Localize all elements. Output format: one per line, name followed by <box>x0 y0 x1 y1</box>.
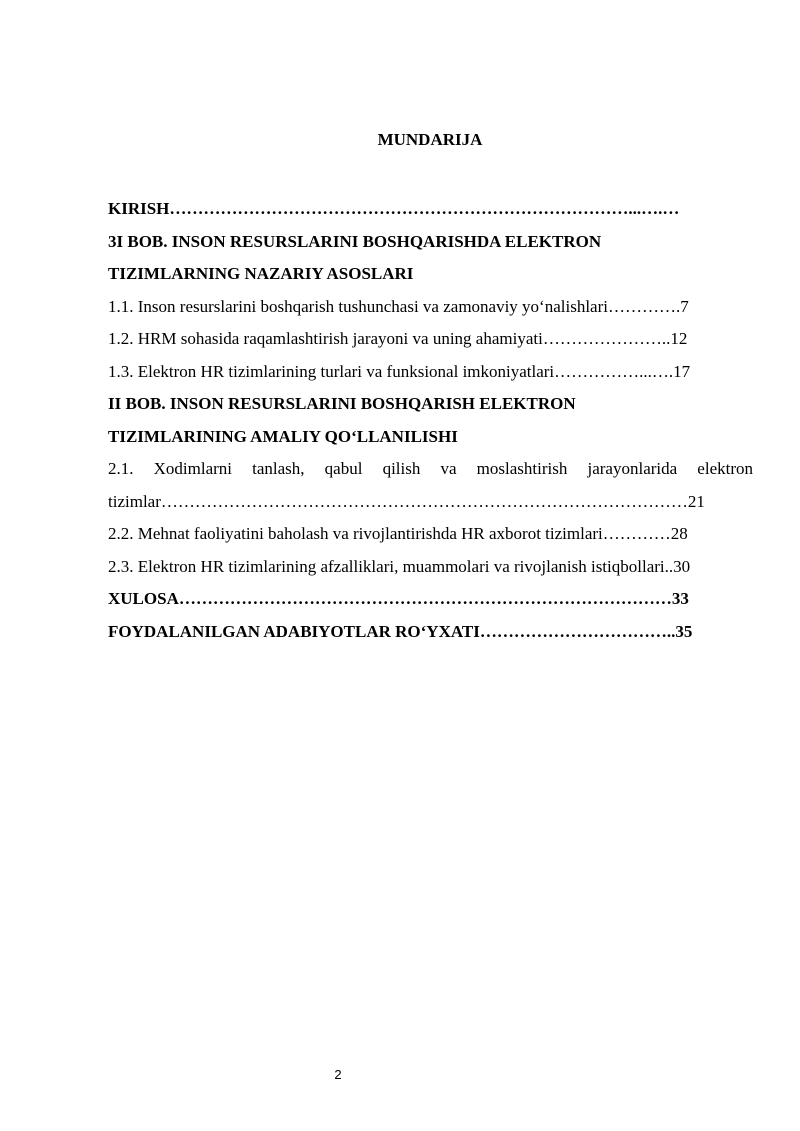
toc-entry-kirish: KIRISH………………………………………………………………………...….… <box>108 199 680 218</box>
toc-entry-references: FOYDALANILGAN ADABIYOTLAR RO‘YXATI……………………………..35 <box>108 621 693 641</box>
toc-entry-2-1-line-2: tizimlar…………………………………………………………………………………21 <box>108 491 705 511</box>
toc-entry-2-1-line-1: 2.1. Xodimlarni tanlash, qabul qilish va moslashtirish jarayonlarida elektron <box>108 459 753 478</box>
toc-entry-2-2: 2.2. Mehnat faoliyatini baholash va rivojlantirishda HR axborot tizimlari…………28 <box>108 524 688 543</box>
toc-chapter-2-heading-line-1: II BOB. INSON RESURSLARINI BOSHQARISH ELEKTRON <box>108 394 576 413</box>
toc-entry-2-3: 2.3. Elektron HR tizimlarining afzalliklari, muammolari va rivojlanish istiqbollari..30 <box>108 556 691 576</box>
toc-chapter-1-heading-line-1: 3I BOB. INSON RESURSLARINI BOSHQARISHDA ELEKTRON <box>108 231 602 251</box>
toc-chapter-2-heading-line-2: TIZIMLARINING AMALIY QO‘LLANILISHI <box>108 426 458 446</box>
toc-entry-xulosa: XULOSA……………………………………………………………………………33 <box>108 589 689 608</box>
table-of-contents <box>108 193 753 648</box>
toc-entry-1-3: 1.3. Elektron HR tizimlarining turlari va funksional imkoniyatlari……………...….17 <box>108 361 691 381</box>
toc-chapter-1-heading-line-2: TIZIMLARNING NAZARIY ASOSLARI <box>108 264 414 283</box>
page-title: MUNDARIJA <box>377 130 483 149</box>
toc-entry-1-2: 1.2. HRM sohasida raqamlashtirish jarayoni va uning ahamiyati…………………..12 <box>108 329 688 348</box>
page-number: 2 <box>334 1067 342 1082</box>
toc-entry-1-1: 1.1. Inson resurslarini boshqarish tushunchasi va zamonaviy yo‘nalishlari………….7 <box>108 296 689 316</box>
